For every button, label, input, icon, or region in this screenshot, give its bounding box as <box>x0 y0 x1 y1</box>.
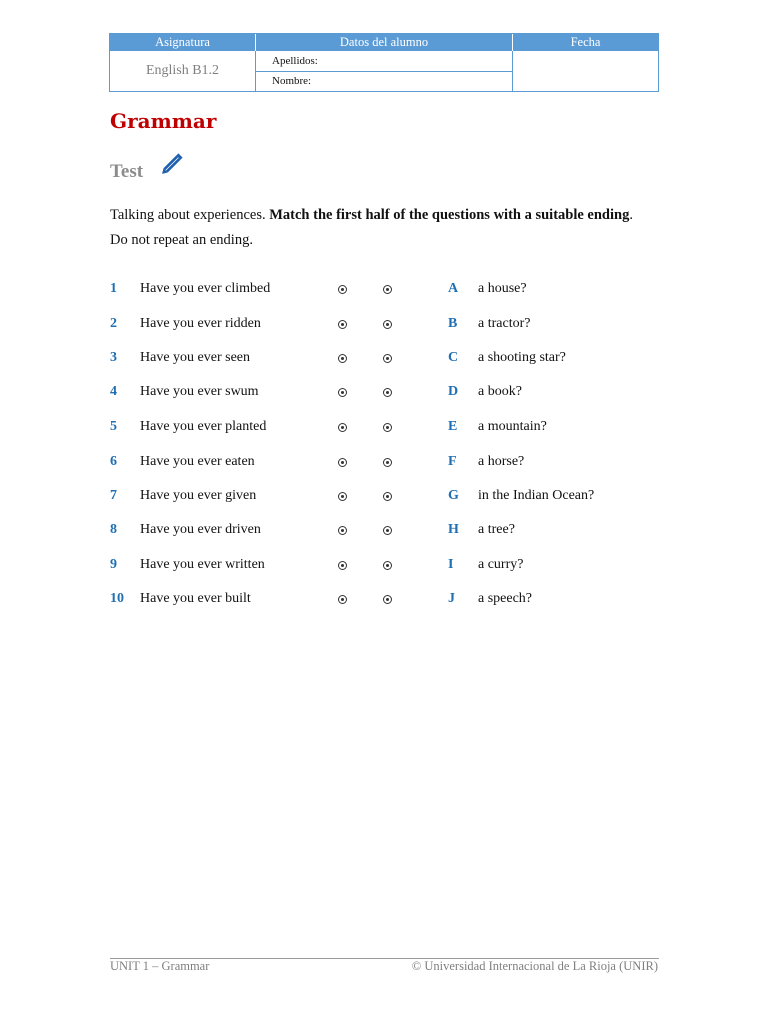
footer-unit: UNIT 1 – Grammar <box>110 959 210 973</box>
question-start: Have you ever built <box>140 591 251 606</box>
ending-letter: J <box>448 591 455 606</box>
question-start: Have you ever given <box>140 488 257 503</box>
student-data-table <box>109 33 659 92</box>
ending-text: a speech? <box>478 591 533 606</box>
question-start: Have you ever climbed <box>140 281 271 296</box>
question-start: Have you ever swum <box>140 384 259 399</box>
question-start: Have you ever ridden <box>140 316 261 331</box>
ending-letter: F <box>448 454 457 469</box>
instructions-bold: Match the first half of the questions with a suitable ending <box>269 207 630 223</box>
left-anchor-icon[interactable] <box>338 354 347 363</box>
right-anchor-icon[interactable] <box>383 423 392 432</box>
header-subject: Asignatura <box>110 34 256 51</box>
ending-letter: I <box>448 557 454 572</box>
ending-letter: C <box>448 350 459 365</box>
ending-letter: E <box>448 419 458 434</box>
ending-text: a house? <box>478 281 527 296</box>
ending-letter: B <box>448 316 458 331</box>
right-anchor-icon[interactable] <box>383 320 392 329</box>
right-anchor-icon[interactable] <box>383 595 392 604</box>
question-row <box>0 488 768 510</box>
date-field[interactable] <box>513 51 658 91</box>
page-title: Grammar <box>110 109 217 133</box>
question-row <box>0 350 768 372</box>
question-row <box>0 281 768 303</box>
left-anchor-icon[interactable] <box>338 388 347 397</box>
question-number: 7 <box>110 488 117 503</box>
ending-letter: A <box>448 281 459 296</box>
ending-letter: G <box>448 488 459 503</box>
question-row <box>0 384 768 406</box>
subject-value: English B1.2 <box>110 51 256 91</box>
question-row <box>0 419 768 441</box>
left-anchor-icon[interactable] <box>338 561 347 570</box>
ending-text: a tractor? <box>478 316 531 331</box>
right-anchor-icon[interactable] <box>383 561 392 570</box>
left-anchor-icon[interactable] <box>338 320 347 329</box>
instructions <box>110 203 650 253</box>
left-anchor-icon[interactable] <box>338 423 347 432</box>
question-number: 4 <box>110 384 117 399</box>
question-number: 6 <box>110 454 117 469</box>
question-row <box>0 522 768 544</box>
table-header-row <box>110 34 658 51</box>
question-row <box>0 316 768 338</box>
question-start: Have you ever driven <box>140 522 261 537</box>
header-student-data: Datos del alumno <box>256 34 513 51</box>
ending-text: a mountain? <box>478 419 547 434</box>
ending-text: a horse? <box>478 454 525 469</box>
question-number: 3 <box>110 350 117 365</box>
question-number: 1 <box>110 281 117 296</box>
question-row <box>0 454 768 476</box>
left-anchor-icon[interactable] <box>338 285 347 294</box>
question-number: 9 <box>110 557 117 572</box>
left-anchor-icon[interactable] <box>338 526 347 535</box>
ending-text: in the Indian Ocean? <box>478 488 595 503</box>
ending-text: a book? <box>478 384 522 399</box>
right-anchor-icon[interactable] <box>383 526 392 535</box>
question-start: Have you ever eaten <box>140 454 255 469</box>
header-date: Fecha <box>570 35 601 49</box>
ending-letter: H <box>448 522 459 537</box>
question-number: 10 <box>110 591 124 606</box>
instructions-tail: . Do not repeat an ending. <box>110 207 633 248</box>
question-number: 2 <box>110 316 117 331</box>
question-row <box>0 557 768 579</box>
left-anchor-icon[interactable] <box>338 458 347 467</box>
surname-field[interactable]: Apellidos: <box>256 51 512 72</box>
right-anchor-icon[interactable] <box>383 388 392 397</box>
ending-letter: D <box>448 384 459 399</box>
section-subtitle: Test <box>110 161 144 182</box>
question-start: Have you ever written <box>140 557 265 572</box>
question-row <box>0 591 768 613</box>
name-field[interactable]: Nombre: <box>272 75 312 88</box>
footer-copyright: © Universidad Internacional de La Rioja (UNIR) <box>411 959 658 973</box>
ending-text: a tree? <box>478 522 515 537</box>
right-anchor-icon[interactable] <box>383 458 392 467</box>
question-start: Have you ever seen <box>140 350 251 365</box>
pencil-icon <box>157 150 187 178</box>
ending-text: a shooting star? <box>478 350 566 365</box>
instructions-lead: Talking about experiences. <box>110 207 270 223</box>
table-body-row <box>110 51 658 91</box>
question-start: Have you ever planted <box>140 419 267 434</box>
right-anchor-icon[interactable] <box>383 492 392 501</box>
student-fields <box>256 51 513 91</box>
question-number: 5 <box>110 419 117 434</box>
right-anchor-icon[interactable] <box>383 354 392 363</box>
question-number: 8 <box>110 522 117 537</box>
left-anchor-icon[interactable] <box>338 492 347 501</box>
ending-text: a curry? <box>478 557 524 572</box>
right-anchor-icon[interactable] <box>383 285 392 294</box>
left-anchor-icon[interactable] <box>338 595 347 604</box>
